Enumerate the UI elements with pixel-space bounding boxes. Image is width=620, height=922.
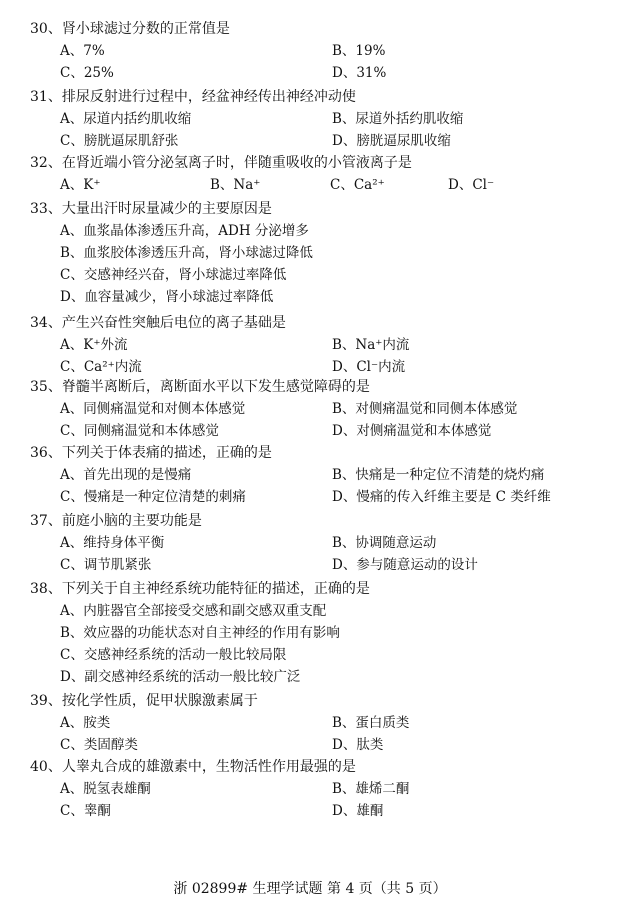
question-stem [30,86,610,108]
question-33 [30,198,610,308]
question-number: 38、 [30,581,62,597]
question-number: 32、 [30,155,62,171]
option-row [30,420,610,442]
question-number: 34、 [30,315,62,331]
option-b: B、血浆胶体渗透压升高，肾小球滤过降低 [60,245,313,261]
option-row [30,712,610,734]
question-text: 下列关于自主神经系统功能特征的描述，正确的是 [61,581,370,597]
question-number: 36、 [30,445,62,461]
question-number: 30、 [30,21,62,37]
question-number: 31、 [30,89,62,105]
option-d: D、肽类 [332,737,384,753]
option-d: D、对侧痛温觉和本体感觉 [332,423,492,439]
option-a: A、血浆晶体渗透压升高，ADH 分泌增多 [60,223,309,239]
option-row [30,40,610,62]
question-37 [30,510,610,576]
question-38 [30,578,610,688]
option-b: B、效应器的功能状态对自主神经的作用有影响 [60,625,340,641]
option-row [30,356,610,378]
option-b: B、尿道外括约肌收缩 [332,111,464,127]
option-a: A、K⁺ [60,177,101,193]
option-b: B、快痛是一种定位不清楚的烧灼痛 [332,467,545,483]
question-30 [30,18,610,84]
question-40 [30,756,610,822]
option-d: D、参与随意运动的设计 [332,557,478,573]
question-stem [30,312,610,334]
question-number: 33、 [30,201,62,217]
option-row [30,464,610,486]
option-row [30,554,610,576]
option-row [30,62,610,84]
question-stem [30,198,610,220]
option-c: C、调节肌紧张 [60,557,152,573]
question-stem [30,510,610,532]
question-stem [30,578,610,600]
question-31 [30,86,610,152]
option-b: B、对侧痛温觉和同侧本体感觉 [332,401,518,417]
question-34 [30,312,610,378]
question-text: 下列关于体表痛的描述，正确的是 [61,445,272,461]
option-row [30,800,610,822]
option-row [30,398,610,420]
option-c: C、交感神经系统的活动一般比较局限 [60,647,287,663]
option-c: C、慢痛是一种定位清楚的刺痛 [60,489,246,505]
question-number: 37、 [30,513,62,529]
option-a: A、内脏器官全部接受交感和副交感双重支配 [60,603,327,619]
option-c: C、Ca²⁺ [330,177,385,193]
question-text: 排尿反射进行过程中，经盆神经传出神经冲动使 [61,89,356,105]
option-c: C、类固醇类 [60,737,138,753]
option-row [30,734,610,756]
option-d: D、血容量减少，肾小球滤过率降低 [60,289,274,305]
option-b: B、19% [332,43,386,59]
option-b: B、协调随意运动 [332,535,437,551]
option-a: A、K⁺外流 [60,337,128,353]
option-a: A、胺类 [60,715,111,731]
question-number: 35、 [30,379,62,395]
question-text: 肾小球滤过分数的正常值是 [61,21,230,37]
option-row [30,174,610,196]
option-c: C、交感神经兴奋，肾小球滤过率降低 [60,267,287,283]
question-stem [30,756,610,778]
option-a: A、维持身体平衡 [60,535,165,551]
question-stem [30,152,610,174]
option-b: B、雄烯二酮 [332,781,410,797]
question-text: 人睾丸合成的雄激素中，生物活性作用最强的是 [61,759,356,775]
question-stem [30,690,610,712]
option-c: C、同侧痛温觉和本体感觉 [60,423,219,439]
question-text: 脊髓半离断后，离断面水平以下发生感觉障碍的是 [61,379,370,395]
page-footer: 浙 02899# 生理学试题 第 4 页（共 5 页） [173,881,447,897]
question-32 [30,152,610,196]
option-row [30,486,610,508]
option-c: C、睾酮 [60,803,111,819]
question-text: 大量出汗时尿量减少的主要原因是 [61,201,272,217]
question-text: 按化学性质，促甲状腺激素属于 [61,693,258,709]
option-a: A、尿道内括约肌收缩 [60,111,192,127]
question-35 [30,376,610,442]
option-row [30,778,610,800]
question-text: 在肾近端小管分泌氢离子时，伴随重吸收的小管液离子是 [61,155,412,171]
option-b: B、Na⁺ [210,177,261,193]
question-number: 39、 [30,693,62,709]
question-stem [30,18,610,40]
option-d: D、Cl⁻ [448,177,495,193]
option-a: A、首先出现的是慢痛 [60,467,192,483]
question-stem [30,376,610,398]
option-row [30,334,610,356]
question-text: 前庭小脑的主要功能是 [61,513,202,529]
option-d: D、副交感神经系统的活动一般比较广泛 [60,669,301,685]
option-a: A、7% [60,43,105,59]
option-d: D、31% [332,65,387,81]
question-36 [30,442,610,508]
option-d: D、慢痛的传入纤维主要是 C 类纤维 [332,489,551,505]
option-c: C、膀胱逼尿肌舒张 [60,133,179,149]
option-c: C、25% [60,65,114,81]
option-a: A、脱氢表雄酮 [60,781,151,797]
option-a: A、同侧痛温觉和对侧本体感觉 [60,401,246,417]
option-c: C、Ca²⁺内流 [60,359,142,375]
question-text: 产生兴奋性突触后电位的离子基础是 [61,315,286,331]
question-39 [30,690,610,756]
question-stem [30,442,610,464]
option-b: B、蛋白质类 [332,715,410,731]
option-row [30,130,610,152]
option-d: D、雄酮 [332,803,384,819]
option-row [30,532,610,554]
option-d: D、膀胱逼尿肌收缩 [332,133,451,149]
question-number: 40、 [30,759,62,775]
option-d: D、Cl⁻内流 [332,359,406,375]
option-row [30,108,610,130]
option-b: B、Na⁺内流 [332,337,410,353]
